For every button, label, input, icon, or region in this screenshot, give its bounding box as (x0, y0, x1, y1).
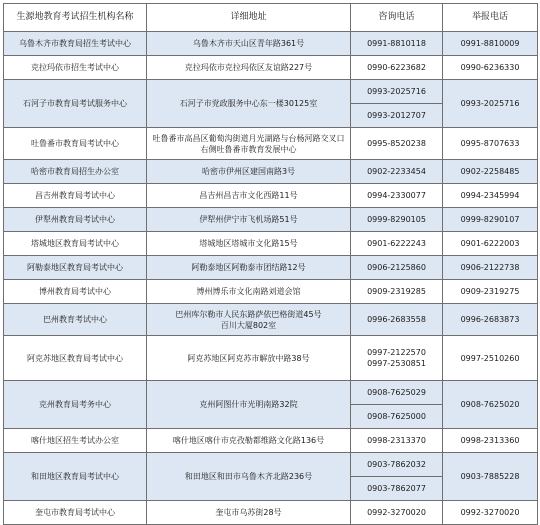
report-phone-cell: 0999-8290107 (443, 208, 538, 232)
consult-phone-cell: 0995-8520238 (351, 128, 443, 160)
address-cell: 奎屯市乌苏街28号 (147, 501, 351, 525)
table-row (4, 56, 538, 80)
consult-phone-cell: 0901-6222243 (351, 232, 443, 256)
table-row (4, 453, 538, 477)
institution-name-cell: 伊犁州教育局考试中心 (4, 208, 147, 232)
institution-name-cell: 博州教育局考试中心 (4, 280, 147, 304)
address-cell: 昌吉州昌吉市文化西路11号 (147, 184, 351, 208)
table-container (3, 3, 537, 517)
table-row (4, 429, 538, 453)
address-cell: 伊犁州伊宁市飞机场路51号 (147, 208, 351, 232)
consult-phone-cell: 0998-2313370 (351, 429, 443, 453)
exam-institution-table (3, 3, 538, 525)
address-line: 右侧吐鲁番市教育发展中心 (200, 144, 297, 154)
address-cell: 阿克苏地区阿克苏市解放中路38号 (147, 336, 351, 381)
report-phone-cell: 0909-2319275 (443, 280, 538, 304)
report-phone-cell: 0996-2683873 (443, 304, 538, 336)
institution-name-cell: 阿克苏地区教育局考试中心 (4, 336, 147, 381)
address-cell (147, 304, 351, 336)
consult-phone-cell: 0902-2233454 (351, 160, 443, 184)
address-cell: 阿勒泰地区阿勒泰市团结路12号 (147, 256, 351, 280)
institution-name-cell: 塔城地区教育局考试中心 (4, 232, 147, 256)
report-phone-cell: 0906-2122738 (443, 256, 538, 280)
table-row (4, 208, 538, 232)
report-phone-cell: 0901-6222003 (443, 232, 538, 256)
table-row (4, 501, 538, 525)
institution-name-cell: 乌鲁木齐市教育局招生考试中心 (4, 32, 147, 56)
institution-name-cell: 巴州教育考试中心 (4, 304, 147, 336)
institution-name-cell: 克拉玛依市招生考试中心 (4, 56, 147, 80)
address-line: 巴州库尔勒市人民东路萨依巴格街道45号 (175, 309, 322, 319)
header-consult-phone: 咨询电话 (351, 4, 443, 32)
header-address: 详细地址 (147, 4, 351, 32)
header-row (4, 4, 538, 32)
table-row (4, 32, 538, 56)
institution-name-cell: 石河子市教育局考试服务中心 (4, 80, 147, 128)
report-phone-cell: 0992-3270020 (443, 501, 538, 525)
institution-name-cell: 和田地区教育局考试中心 (4, 453, 147, 501)
consult-phone-cell: 0992-3270020 (351, 501, 443, 525)
table-row (4, 80, 538, 104)
report-phone-cell: 0902-2258485 (443, 160, 538, 184)
table-row (4, 184, 538, 208)
consult-phone-cell: 0993-2025716 (351, 80, 443, 104)
institution-name-cell: 喀什地区招生考试办公室 (4, 429, 147, 453)
consult-phone-cell: 0996-2683558 (351, 304, 443, 336)
address-cell: 和田地区和田市乌鲁木齐北路236号 (147, 453, 351, 501)
table-row (4, 128, 538, 160)
report-phone-cell: 0994-2345994 (443, 184, 538, 208)
consult-phone-cell: 0990-6223682 (351, 56, 443, 80)
consult-phone-cell (351, 336, 443, 381)
consult-phone-cell: 0994-2330077 (351, 184, 443, 208)
table-row (4, 232, 538, 256)
institution-name-cell: 奎屯市教育局考试中心 (4, 501, 147, 525)
consult-phone-cell: 0906-2125860 (351, 256, 443, 280)
consult-phone-cell: 0908-7625029 (351, 381, 443, 405)
table-row (4, 381, 538, 405)
address-cell: 博州博乐市文化南路刘道会馆 (147, 280, 351, 304)
report-phone-cell: 0998-2313360 (443, 429, 538, 453)
institution-name-cell: 哈密市教育局招生办公室 (4, 160, 147, 184)
address-cell (147, 128, 351, 160)
consult-phone-cell: 0908-7625000 (351, 405, 443, 429)
table-row (4, 256, 538, 280)
header-institution-name: 生源地教育考试招生机构名称 (4, 4, 147, 32)
table-row (4, 336, 538, 381)
report-phone-cell: 0903-7885228 (443, 453, 538, 501)
consult-phone-line: 0997-2530851 (367, 359, 426, 368)
institution-name-cell: 昌吉州教育局考试中心 (4, 184, 147, 208)
report-phone-cell: 0993-2025716 (443, 80, 538, 128)
table-row (4, 304, 538, 336)
address-cell: 哈密市伊州区建国南路3号 (147, 160, 351, 184)
table-body (4, 32, 538, 525)
report-phone-cell: 0995-8707633 (443, 128, 538, 160)
address-cell: 喀什地区喀什市克孜勒都维路文化路136号 (147, 429, 351, 453)
report-phone-cell: 0991-8810009 (443, 32, 538, 56)
consult-phone-cell: 0903-7862077 (351, 477, 443, 501)
consult-phone-line: 0997-2122570 (367, 348, 426, 357)
address-line: 吐鲁番市高昌区葡萄沟街道月光湖路与台杨河路交叉口 (152, 133, 345, 143)
address-cell: 克州阿图什市光明南路32院 (147, 381, 351, 429)
header-report-phone: 举报电话 (443, 4, 538, 32)
address-line: 百川大厦802室 (220, 320, 277, 330)
consult-phone-cell: 0903-7862032 (351, 453, 443, 477)
institution-name-cell: 克州教育局考务中心 (4, 381, 147, 429)
address-cell: 塔城地区塔城市文化路15号 (147, 232, 351, 256)
table-row (4, 160, 538, 184)
table-row (4, 280, 538, 304)
consult-phone-cell: 0999-8290105 (351, 208, 443, 232)
consult-phone-cell: 0991-8810118 (351, 32, 443, 56)
report-phone-cell: 0997-2510260 (443, 336, 538, 381)
institution-name-cell: 阿勒泰地区教育局考试中心 (4, 256, 147, 280)
institution-name-cell: 吐鲁番市教育局考试中心 (4, 128, 147, 160)
address-cell: 乌鲁木齐市天山区青年路361号 (147, 32, 351, 56)
address-cell: 克拉玛依市克拉玛依区友谊路227号 (147, 56, 351, 80)
consult-phone-cell: 0993-2012707 (351, 104, 443, 128)
consult-phone-cell: 0909-2319285 (351, 280, 443, 304)
report-phone-cell: 0908-7625020 (443, 381, 538, 429)
address-cell: 石河子市党政服务中心东一楼30125室 (147, 80, 351, 128)
report-phone-cell: 0990-6236330 (443, 56, 538, 80)
